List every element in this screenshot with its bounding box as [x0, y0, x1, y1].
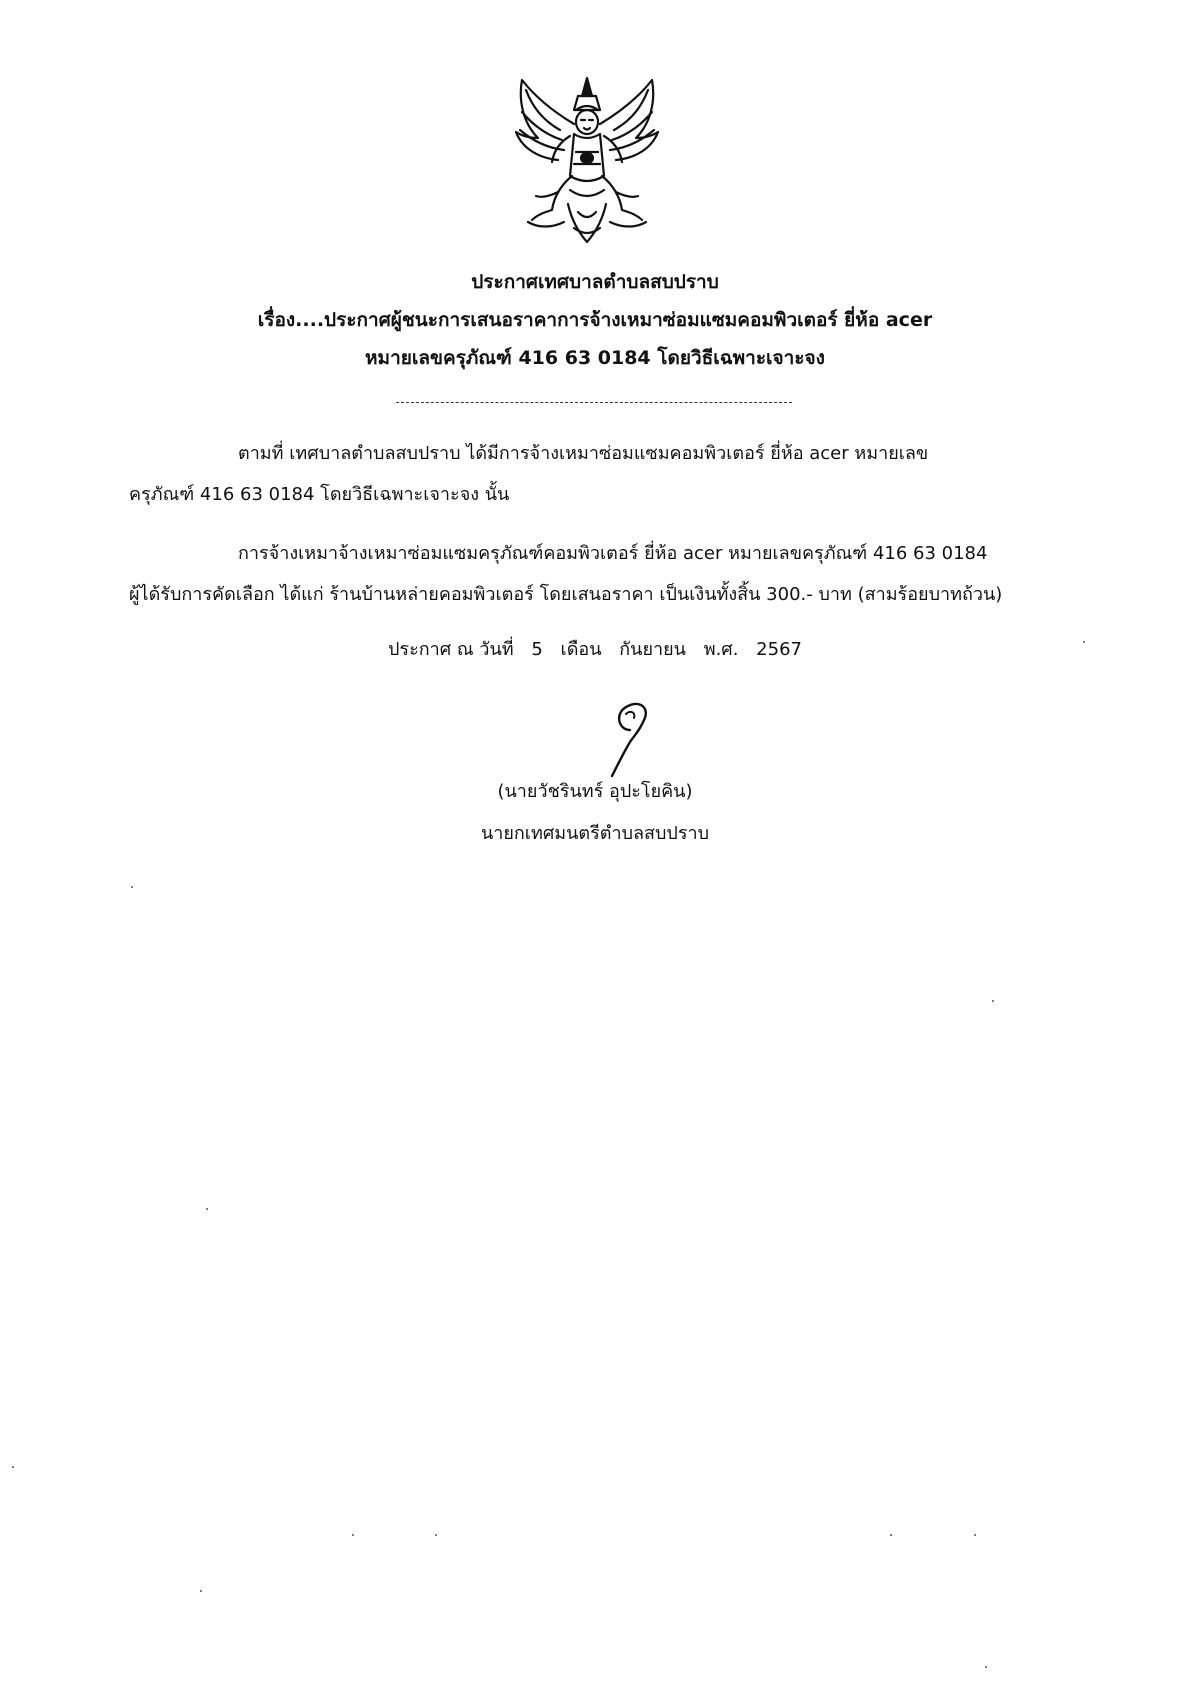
scan-speck: [12, 1466, 14, 1468]
announcement-date: [0, 634, 1190, 663]
announcement-title-block: [0, 263, 1190, 377]
signatory-name: (นายวัชรินทร์ อุปะโยคิน): [497, 781, 693, 802]
handwritten-signature-icon: [590, 690, 670, 780]
date-year: 2567: [756, 639, 802, 660]
paragraph-2-line-1: การจ้างเหมาจ้างเหมาซ่อมแซมครุภัณฑ์คอมพิวเตอร์ ยี่ห้อ acer หมายเลขครุภัณฑ์ 416 63 0184: [238, 543, 988, 564]
scan-speck: [985, 1666, 987, 1668]
scan-speck: [206, 1208, 208, 1210]
signatory-position: นายกเทศมนตรีตำบลสบปราบ: [480, 823, 710, 844]
paragraph-2: [129, 533, 1047, 615]
scan-speck: [890, 1534, 892, 1536]
garuda-emblem-icon: [508, 72, 666, 247]
paragraph-1-line-1: ตามที่ เทศบาลตำบลสบปราบ ได้มีการจ้างเหมาซ่อมแซมคอมพิวเตอร์ ยี่ห้อ acer หมายเลข: [238, 443, 929, 464]
scan-speck: [200, 1590, 202, 1592]
scan-speck: [974, 1534, 976, 1536]
scan-speck: [131, 886, 133, 888]
date-year-label: พ.ศ.: [703, 639, 739, 660]
paragraph-1-line-2: ครุภัณฑ์ 416 63 0184 โดยวิธีเฉพาะเจาะจง นั้น: [129, 484, 510, 505]
date-prefix: ประกาศ ณ วันที่: [388, 639, 514, 660]
announcement-title: ประกาศเทศบาลตำบลสบปราบ: [471, 271, 719, 293]
date-month-label: เดือน: [560, 639, 602, 660]
paragraph-1: [129, 433, 1047, 515]
date-day: 5: [531, 639, 543, 660]
scan-speck: [1083, 641, 1085, 643]
title-divider: [396, 402, 792, 403]
paragraph-2-line-2: ผู้ได้รับการคัดเลือก ได้แก่ ร้านบ้านหล่ายคอมพิวเตอร์ โดยเสนอราคา เป็นเงินทั้งสิ้น 300.- บาท (สามร้อยบาทถ้วน): [129, 584, 1003, 605]
scan-speck: [352, 1534, 354, 1536]
announcement-subject: เรื่อง....ประกาศผู้ชนะการเสนอราคาการจ้างเหมาซ่อมแซมคอมพิวเตอร์ ยี่ห้อ acer: [257, 309, 933, 331]
scan-speck: [992, 1000, 994, 1002]
announcement-subject-line2: หมายเลขครุภัณฑ์ 416 63 0184 โดยวิธีเฉพาะเจาะจง: [365, 347, 825, 369]
date-month: กันยายน: [619, 639, 686, 660]
scan-speck: [435, 1534, 437, 1536]
